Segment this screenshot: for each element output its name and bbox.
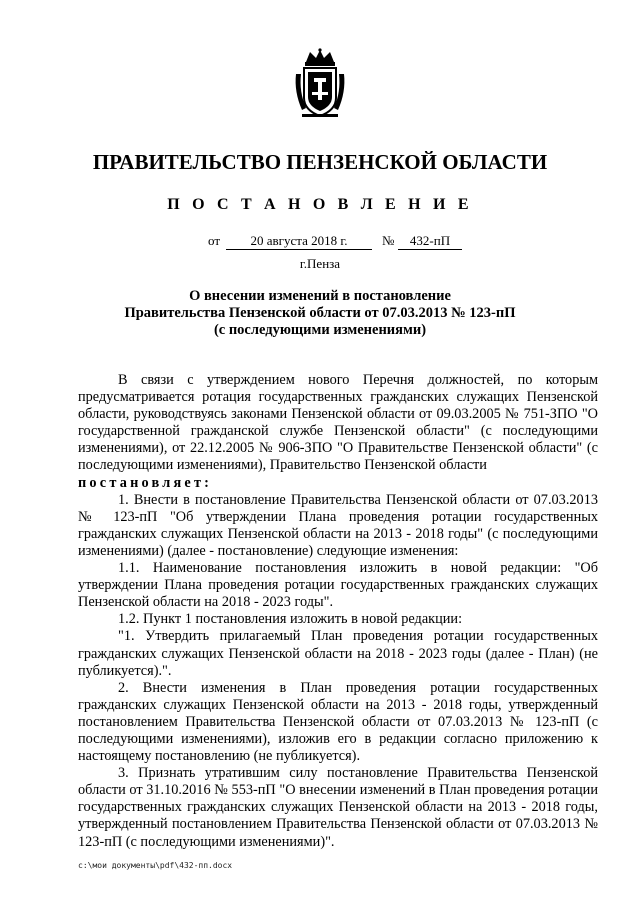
document-subject <box>0 288 640 339</box>
subject-line: Правительства Пензенской области от 07.03.2013 № 123-пП <box>124 305 516 321</box>
city: г.Пенза <box>299 256 341 271</box>
document-number: 432-пП <box>398 233 462 250</box>
paragraph-1-2: 1.2. Пункт 1 постановления изложить в новой редакции: <box>118 611 463 628</box>
document-date: 20 августа 2018 г. <box>226 233 372 250</box>
paragraph-1: 1. Внести в постановление Правительства Пензенской области от 07.03.2013 № 123-пП "Об утверждении Плана проведения ротации государственных гражданских служащих Пензенской области на 2013 - 2018 годы" (с последующими изменениями) (далее - постановление) следующие изменения: <box>78 491 598 559</box>
decree-word: постановляет: <box>78 474 213 491</box>
paragraph-2: 2. Внести изменения в План проведения ротации государственных гражданских служащих Пензенской области на 2013 - 2018 годы, утвержденный постановлением Правительства Пензенской области от 07.03.2013 № 123-пП (с последующими изменениями), изложив его в редакции согласно приложению к настоящему постановлению (не публикуется). <box>78 679 598 765</box>
document-type: П О С Т А Н О В Л Е Н И Е <box>167 196 473 213</box>
subject-line: О внесении изменений в постановление <box>189 288 451 304</box>
penza-coat-of-arms-icon <box>292 48 348 120</box>
paragraph-1-1: 1.1. Наименование постановления изложить в новой редакции: "Об утверждении Плана проведения ротации государственных гражданских служащих Пензенской области на 2018 - 2023 годы". <box>78 560 598 611</box>
paragraph-3: 3. Признать утратившим силу постановление Правительства Пензенской области от 31.10.2016 № 553-пП "О внесении изменений в План проведения ротации государственных гражданских служащих Пензенской области на 2013 - 2018 годы, утвержденный постановлением Правительства Пензенской области от 07.03.2013 № 123-пП (с последующими изменениями)". <box>78 765 598 850</box>
subject-line: (с последующими изменениями) <box>213 322 427 338</box>
government-title: ПРАВИТЕЛЬСТВО ПЕНЗЕНСКОЙ ОБЛАСТИ <box>92 150 548 174</box>
paragraph-1-2-quote: "1. Утвердить прилагаемый План проведения ротации государственных гражданских служащих Пензенской области на 2018 - 2023 годы (далее - План) (не публикуется).". <box>78 628 598 679</box>
date-prefix: от <box>208 233 221 248</box>
number-sign: № <box>382 233 395 248</box>
file-path-footer: c:\мои документы\pdf\432-пп.docx <box>78 861 233 870</box>
document-body <box>78 372 598 851</box>
preamble-paragraph: В связи с утверждением нового Перечня должностей, по которым предусматривается ротация государственных гражданских служащих Пензенской области, руководствуясь законами Пензенской области от 09.03.2005 № 751-ЗПО "О государственной гражданской службе Пензенской области" (с последующими изменениями), от 22.12.2005 № 906-ЗПО "О Правительстве Пензенской области" (с последующими изменениями), Правительство Пензенской области <box>78 372 598 474</box>
